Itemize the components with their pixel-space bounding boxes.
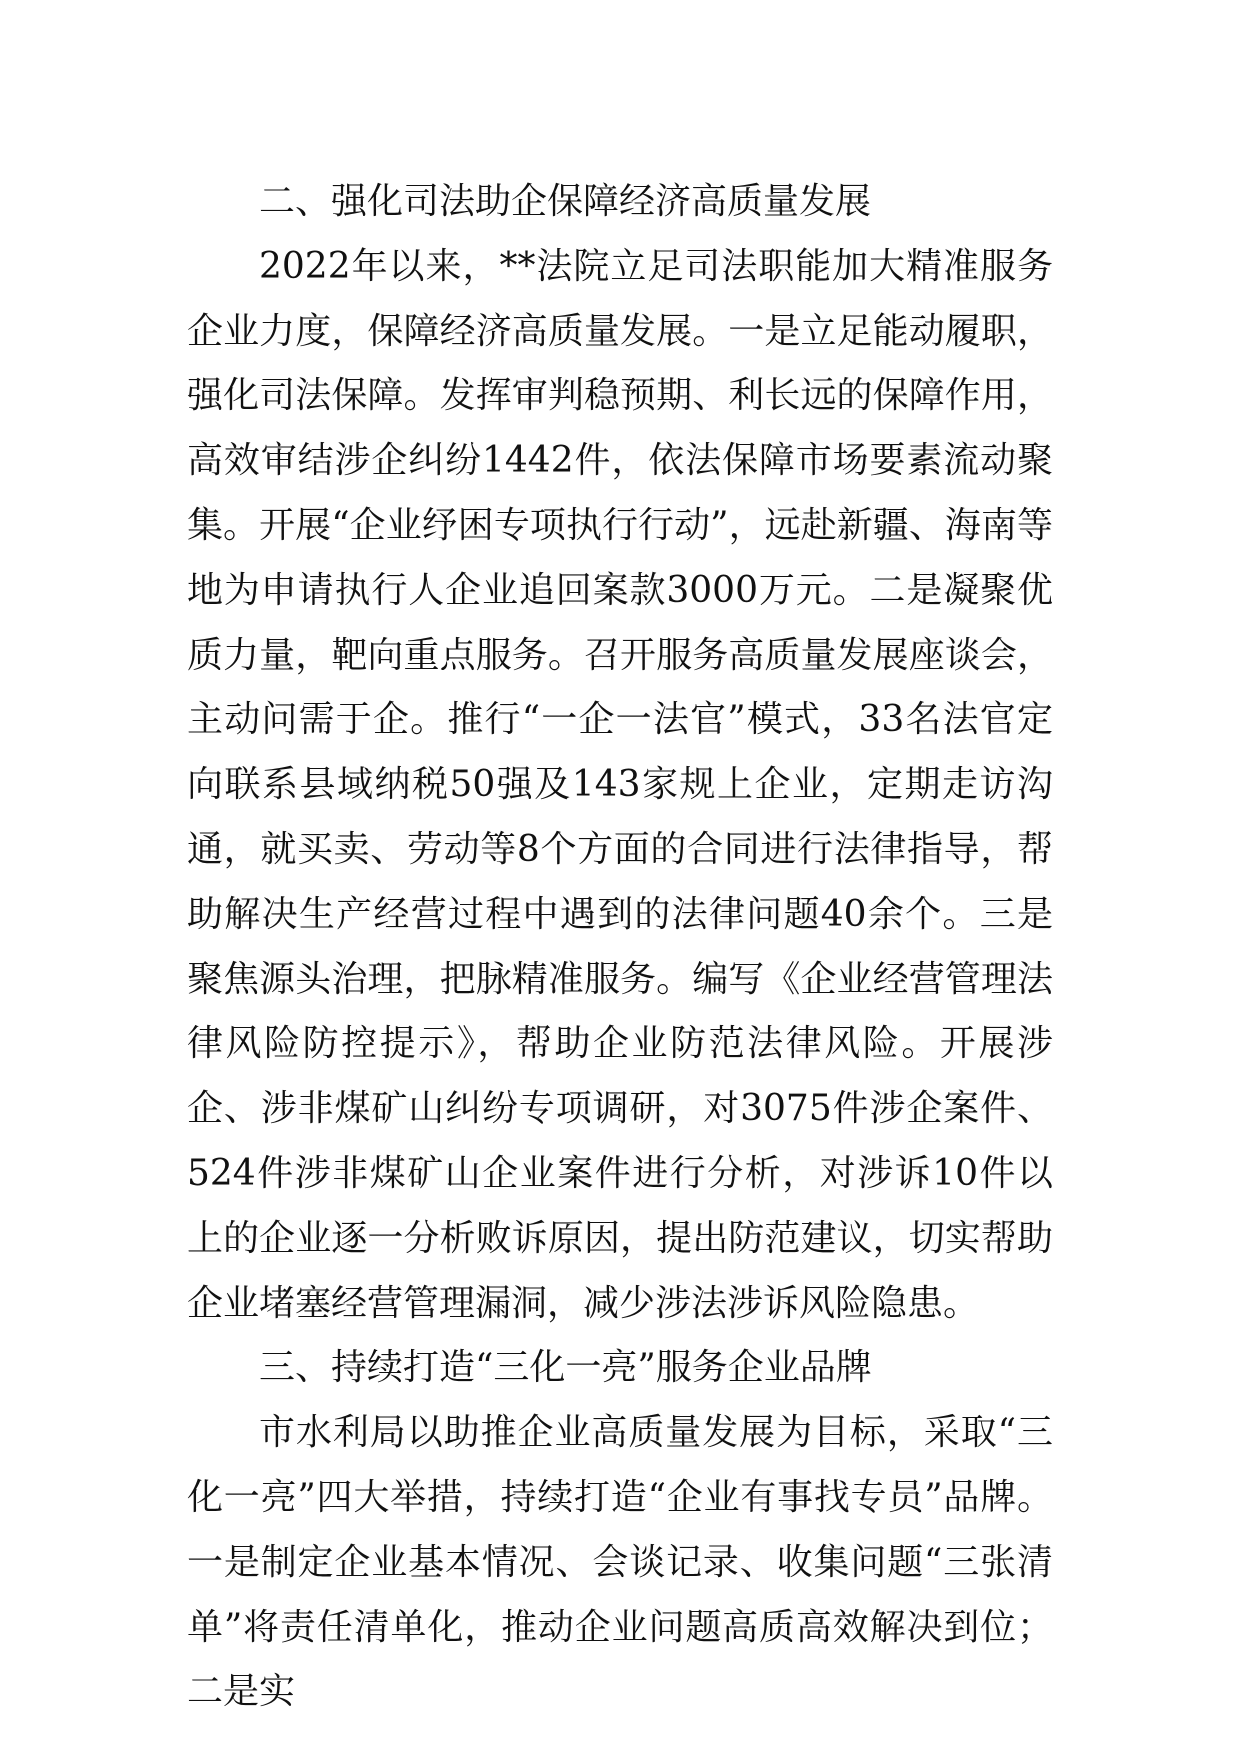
- document-body: [187, 170, 1053, 1725]
- section-heading-2: 二、强化司法助企保障经济高质量发展: [259, 181, 872, 222]
- section-heading-3: 三、持续打造“三化一亮”服务企业品牌: [259, 1347, 872, 1389]
- section-paragraph-3: 市水利局以助推企业高质量发展为目标，采取“三化一亮”四大举措，持续打造“企业有事找专员”品牌。一是制定企业基本情况、会谈记录、收集问题“三张清单”将责任清单化，推动企业问题高质高效解决到位；二是实: [187, 1412, 1053, 1713]
- section-paragraph-2: 2022年以来，**法院立足司法职能加大精准服务企业力度，保障经济高质量发展。一是立足能动履职，强化司法保障。发挥审判稳预期、利长远的保障作用，高效审结涉企纠纷1442件，依法保障市场要素流动聚集。开展“企业纾困专项执行行动”，远赴新疆、海南等地为申请执行人企业追回案款3000万元。二是凝聚优质力量，靶向重点服务。召开服务高质量发展座谈会，主动问需于企。推行“一企一法官”模式，33名法官定向联系县域纳税50强及143家规上企业，定期走访沟通，就买卖、劳动等8个方面的合同进行法律指导，帮助解决生产经营过程中遇到的法律问题40余个。三是聚焦源头治理，把脉精准服务。编写《企业经营管理法律风险防控提示》，帮助企业防范法律风险。开展涉企、涉非煤矿山纠纷专项调研，对3075件涉企案件、524件涉非煤矿山企业案件进行分析，对涉诉10件以上的企业逐一分析败诉原因，提出防范建议，切实帮助企业堵塞经营管理漏洞，减少涉法涉诉风险隐患。: [187, 245, 1053, 1324]
